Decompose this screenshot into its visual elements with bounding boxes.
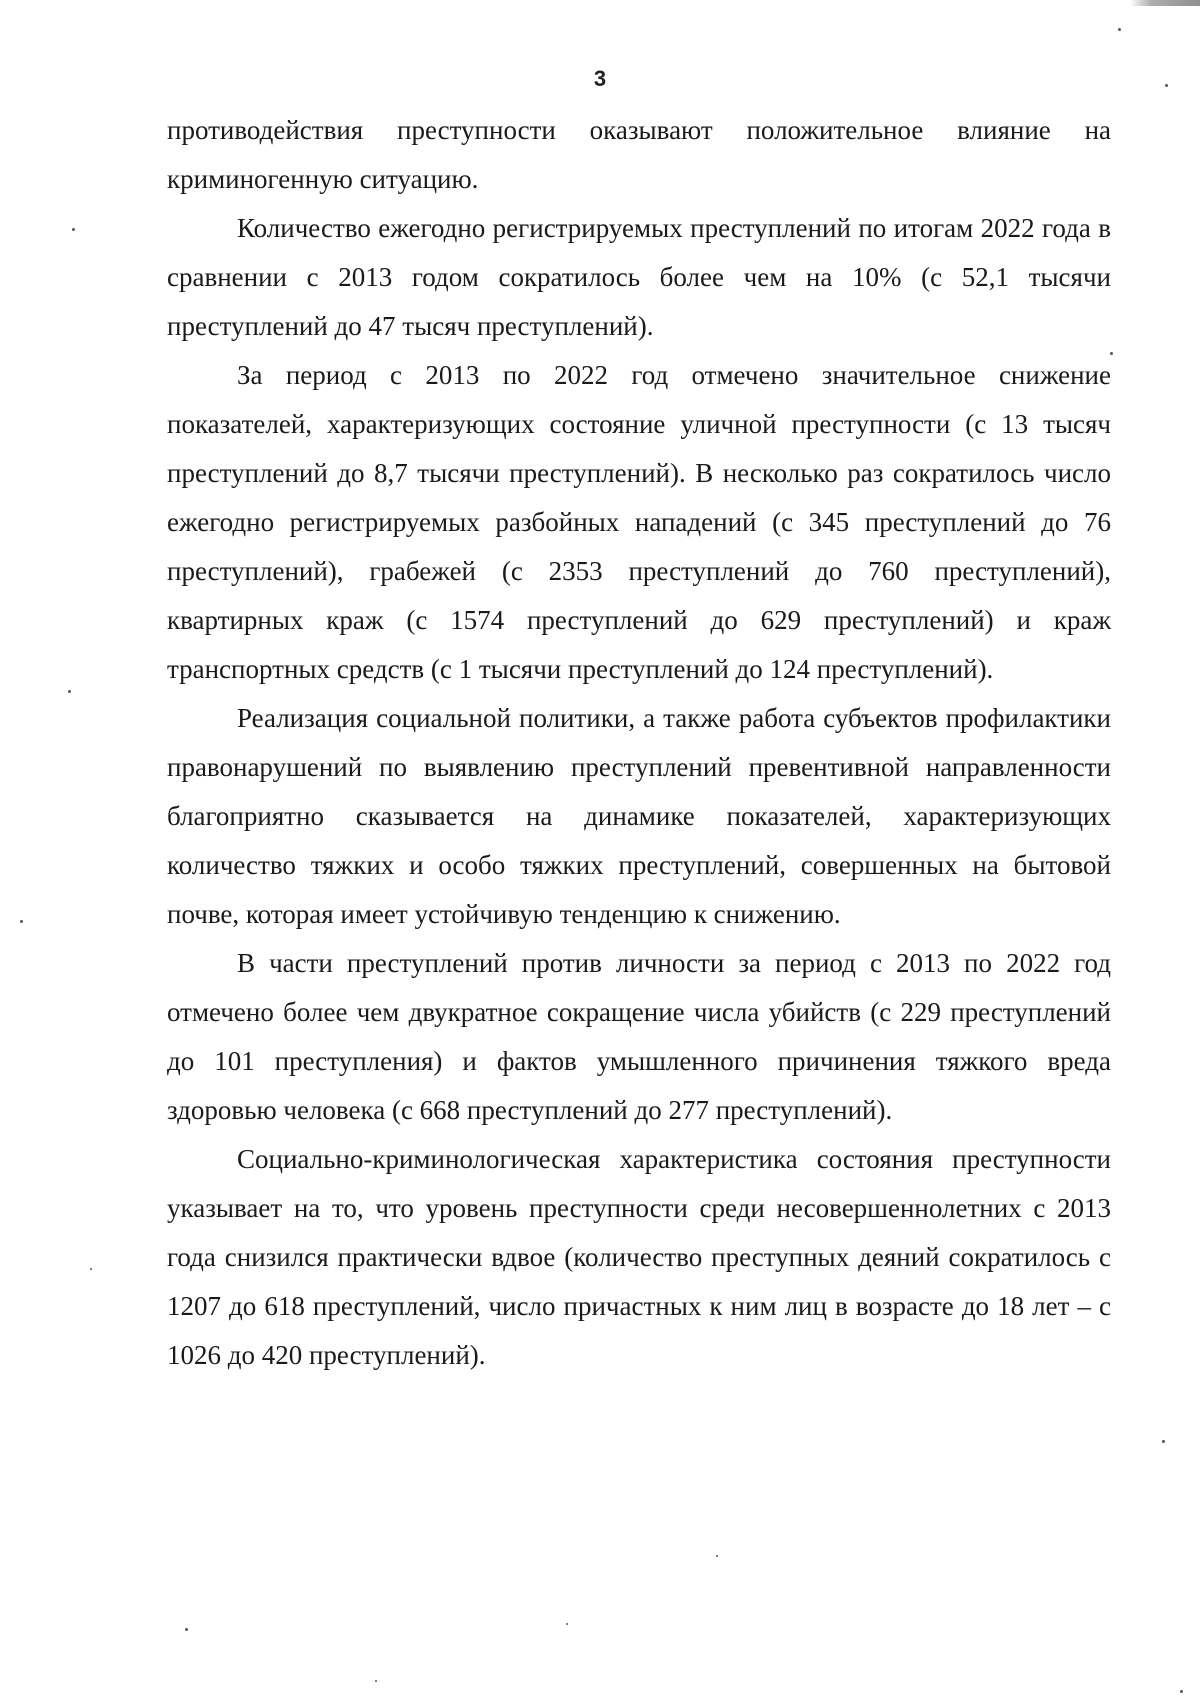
scan-speck [20, 920, 23, 923]
page-number: 3 [593, 66, 607, 91]
document-body [167, 106, 1111, 1380]
paragraph-1: противодействия преступности оказывают положительное влияние на криминогенную ситуацию. [167, 115, 1111, 194]
scan-speck [1110, 352, 1113, 355]
paragraph-5: В части преступлений против личности за период с 2013 по 2022 год отмечено более чем двукратное сокращение числа убийств (с 229 преступлений до 101 преступления) и фактов умышленного причинения тяжкого вреда здоровью человека (с 668 преступлений до 277 преступлений). [167, 948, 1111, 1125]
scan-speck [1180, 1690, 1183, 1693]
paragraph-4: Реализация социальной политики, а также работа субъектов профилактики правонарушений по выявлению преступлений превентивной направленности благоприятно сказывается на динамике показателей, характеризующих количество тяжких и особо тяжких преступлений, совершенных на бытовой почве, которая имеет устойчивую тенденцию к снижению. [167, 703, 1111, 929]
scan-edge-mark [1130, 0, 1200, 6]
scan-speck [90, 1268, 92, 1270]
scan-speck [68, 690, 71, 693]
scan-speck [1118, 28, 1121, 31]
scan-speck [72, 228, 75, 231]
scan-speck [185, 1628, 188, 1631]
paragraph-2: Количество ежегодно регистрируемых преступлений по итогам 2022 года в сравнении с 2013 годом сократилось более чем на 10% (с 52,1 тысячи преступлений до 47 тысяч преступлений). [167, 213, 1111, 341]
scan-speck [566, 1623, 568, 1625]
scan-speck [375, 1680, 377, 1682]
paragraph-6: Социально-криминологическая характеристика состояния преступности указывает на то, что уровень преступности среди несовершеннолетних с 2013 года снизился практически вдвое (количество преступных деяний сократилось с 1207 до 618 преступлений, число причастных к ним лиц в возрасте до 18 лет – с 1026 до 420 преступлений). [167, 1144, 1111, 1370]
scan-speck [716, 1555, 718, 1557]
scan-speck [1162, 1440, 1165, 1443]
scan-speck [1165, 84, 1168, 87]
paragraph-3: За период с 2013 по 2022 год отмечено значительное снижение показателей, характеризующих состояние уличной преступности (с 13 тысяч преступлений до 8,7 тысячи преступлений). В несколько раз сократилось число ежегодно регистрируемых разбойных нападений (с 345 преступлений до 76 преступлений), грабежей (с 2353 преступлений до 760 преступлений), квартирных краж (с 1574 преступлений до 629 преступлений) и краж транспортных средств (с 1 тысячи преступлений до 124 преступлений). [167, 360, 1111, 684]
